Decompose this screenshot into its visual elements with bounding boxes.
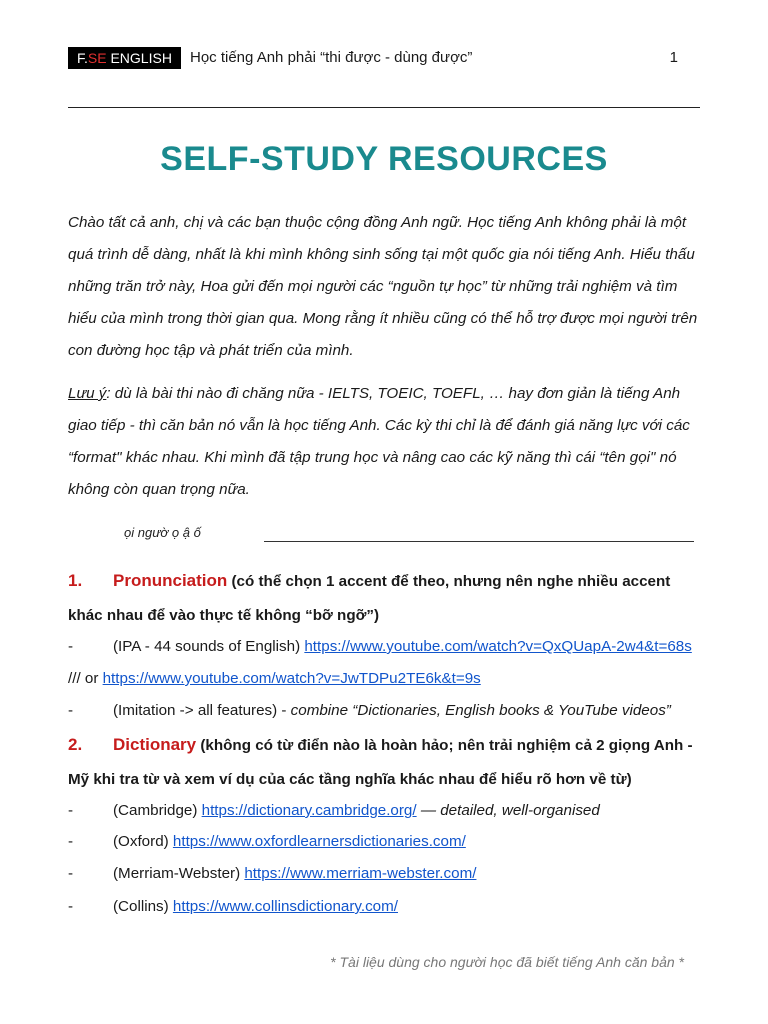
footnote: * Tài liệu dùng cho người học đã biết tiếng Anh căn bản * bbox=[330, 954, 684, 970]
section-description: (có thể chọn 1 accent để theo, nhưng nên nghe nhiều accent khác nhau để vào thực tế không “bỡ ngỡ”) bbox=[68, 573, 671, 624]
item-separator: /// or bbox=[68, 670, 103, 687]
section-description: (không có từ điển nào là hoàn hảo; nên trải nghiệm cả 2 giọng Anh - Mỹ khi tra từ và xem ví dụ của các tầng nghĩa khác nhau để hiểu rõ hơn về từ) bbox=[68, 737, 693, 788]
note-label: Lưu ý bbox=[68, 385, 107, 402]
garbled-text: ọi ngườ ọ ậ ố bbox=[124, 525, 201, 540]
item-label: (IPA - 44 sounds of English) bbox=[113, 638, 305, 655]
page-title: SELF-STUDY RESOURCES bbox=[160, 140, 608, 178]
list-item bbox=[68, 631, 700, 695]
bullet-dash: - bbox=[68, 802, 74, 819]
bullet-dash: - bbox=[68, 865, 74, 882]
section-heading-dictionary bbox=[68, 728, 708, 797]
item-note: combine “Dictionaries, English books & YouTube videos” bbox=[290, 702, 671, 719]
brand-name: ENGLISH bbox=[106, 50, 172, 66]
list-item bbox=[68, 695, 700, 727]
list-item bbox=[68, 891, 700, 923]
cambridge-link[interactable]: https://dictionary.cambridge.org/ bbox=[201, 802, 417, 819]
brand-red-letters: SE bbox=[87, 50, 107, 66]
bullet-dash: - bbox=[68, 702, 74, 719]
item-label: (Merriam-Webster) bbox=[113, 865, 245, 882]
section-name: Pronunciation bbox=[113, 571, 228, 590]
section-number: 1. bbox=[68, 571, 83, 590]
page-header bbox=[68, 46, 700, 70]
note-text: : dù là bài thi nào đi chăng nữa - IELTS, TOEIC, TOEFL, … hay đơn giản là tiếng Anh giao tiếp - thì căn bản nó vẫn là học tiếng Anh. Các kỳ thi chỉ là để đánh giá năng lực với các “format" khác nhau. Khi mình đã tập trung học và nâng cao các kỹ năng thì cái “tên gọi" nó không còn quan trọng nữa. bbox=[68, 385, 690, 498]
fill-line bbox=[264, 541, 694, 542]
header-divider bbox=[68, 107, 700, 108]
note-paragraph bbox=[68, 378, 700, 506]
section-number: 2. bbox=[68, 735, 83, 754]
brand-logo bbox=[68, 47, 181, 69]
intro-paragraph: Chào tất cả anh, chị và các bạn thuộc cộng đồng Anh ngữ. Học tiếng Anh không phải là một quá trình dễ dàng, nhất là khi mình không sinh sống tại một quốc gia nói tiếng Anh. Hiểu thấu những trăn trở này, Hoa gửi đến mọi người các “nguồn tự học” từ những trải nghiệm và tìm hiểu của mình trong thời gian qua. Mong rằng ít nhiều cũng có thể hỗ trợ được mọi người trên con đường học tập và phát triển của mình. bbox=[68, 214, 698, 359]
list-item bbox=[68, 795, 700, 827]
section-name: Dictionary bbox=[113, 735, 197, 754]
merriam-webster-link[interactable]: https://www.merriam-webster.com/ bbox=[244, 865, 477, 882]
collins-link[interactable]: https://www.collinsdictionary.com/ bbox=[172, 898, 398, 915]
item-note: — detailed, well-organised bbox=[416, 802, 600, 819]
page-number: 1 bbox=[669, 49, 678, 66]
brand-prefix: F. bbox=[77, 50, 88, 66]
ipa-video-link-1[interactable]: https://www.youtube.com/watch?v=QxQUapA-2w4&t=68s bbox=[304, 638, 692, 655]
bullet-dash: - bbox=[68, 833, 74, 850]
list-item bbox=[68, 826, 700, 858]
ipa-video-link-2[interactable]: https://www.youtube.com/watch?v=JwTDPu2TE6k&t=9s bbox=[102, 670, 481, 687]
section-heading-pronunciation bbox=[68, 564, 708, 633]
list-item bbox=[68, 858, 700, 890]
bullet-dash: - bbox=[68, 638, 74, 655]
item-label: (Oxford) bbox=[113, 833, 173, 850]
item-label: (Cambridge) bbox=[113, 802, 202, 819]
bullet-dash: - bbox=[68, 898, 74, 915]
item-label: (Collins) bbox=[113, 898, 173, 915]
header-title: Học tiếng Anh phải “thi được - dùng được” bbox=[190, 49, 473, 66]
item-label: (Imitation -> all features) - bbox=[113, 702, 291, 719]
oxford-link[interactable]: https://www.oxfordlearnersdictionaries.com/ bbox=[172, 833, 466, 850]
